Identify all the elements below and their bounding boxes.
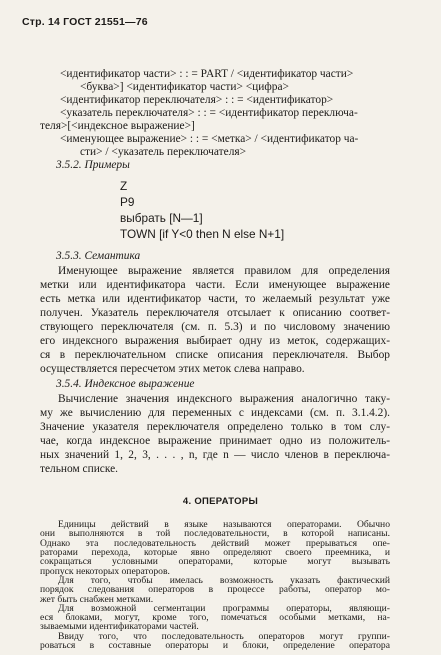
text-line: пропуск некоторых операторов. bbox=[40, 565, 170, 577]
text-line: Вычисление значения индексного выражения аналогично таку- bbox=[58, 393, 390, 405]
text-line: Для возможной сегментации программы операторы, являющи- bbox=[58, 602, 390, 614]
text-line: ных значений 1, 2, 3, . . . , n, где n — число членов в переключа- bbox=[40, 449, 390, 461]
syntax-line: <идентификатор переключателя> : : = <идентификатор> bbox=[60, 94, 334, 106]
syntax-line: сти> / <указатель переключателя> bbox=[80, 146, 247, 158]
text-line: есть метка или идентификатор части, то желаемый результат уже bbox=[40, 293, 390, 305]
text-line: роваться в составные операторы и блоки, определение оператора bbox=[40, 640, 390, 651]
text-line: ствующего переключателя (см. п. 5.3) и по числовому значению bbox=[40, 321, 390, 333]
text-line: они выполняются в той последовательности, в которой написаны. bbox=[40, 528, 390, 540]
text-line: еся блоками, могут, кроме того, помечаться особыми метками, на- bbox=[40, 612, 390, 624]
text-line: получен. Указатель переключателя отсылает к описанию соответ- bbox=[40, 307, 390, 319]
text-line: Единицы действий в языке называются операторами. Обычно bbox=[58, 519, 390, 530]
syntax-line: теля>[<индексное выражение>] bbox=[40, 120, 195, 132]
example-line: выбрать [N—1] bbox=[120, 211, 203, 225]
text-line: ся в переключательном списке описания переключателя. Выбор bbox=[40, 349, 390, 361]
text-line: метки или идентификатора части. Если именующее выражение bbox=[40, 279, 390, 291]
text-line: Для того, чтобы имелась возможность указать фактический bbox=[58, 574, 390, 586]
text-line: му же вычислению для переменных с индексами (см. п. 3.1.4.2). bbox=[40, 407, 390, 419]
examples-heading: 3.5.2. Примеры bbox=[56, 159, 130, 171]
page-header: Стр. 14 ГОСТ 21551—76 bbox=[22, 16, 148, 28]
text-line: раторами перехода, которые явно определяют своего преемника, и bbox=[40, 546, 390, 558]
text-line: жет быть снабжен метками. bbox=[40, 593, 154, 605]
text-line: его индексного выражения выбирает одну из меток, содержащих- bbox=[40, 335, 390, 347]
semantics-heading: 3.5.3. Семантика bbox=[56, 250, 141, 262]
example-line: P9 bbox=[120, 195, 135, 209]
text-line: сокращаться условными операторами, которые могут вызывать bbox=[40, 556, 390, 568]
example-line: Z bbox=[120, 179, 128, 193]
syntax-line: <именующее выражение> : : = <метка> / <идентификатор ча- bbox=[60, 133, 359, 145]
text-line: чае, когда индексное выражение принимает одно из положитель- bbox=[40, 435, 390, 447]
section-heading: 4. ОПЕРАТОРЫ bbox=[182, 496, 259, 507]
text-line: зываемыми идентификаторами частей. bbox=[40, 621, 199, 633]
text-line: осуществляется пересчетом этих меток слева направо. bbox=[40, 363, 305, 375]
syntax-line: <указатель переключателя> : : = <идентификатор переключа- bbox=[60, 107, 358, 119]
text-line: порядок следования операторов в процессе работы, оператор мо- bbox=[40, 584, 390, 596]
example-line: TOWN [if Y<0 then N else N+1] bbox=[120, 227, 285, 241]
syntax-line: <идентификатор части> : : = PART / <идентификатор части> bbox=[60, 68, 354, 80]
syntax-line: <буква>] <идентификатор части> <цифра> bbox=[80, 81, 289, 93]
text-line: Однако эта последовательность действий может прерываться опе- bbox=[40, 537, 390, 549]
text-line: тельном списке. bbox=[40, 463, 118, 475]
index-heading: 3.5.4. Индексное выражение bbox=[56, 378, 195, 390]
text-line: Именующее выражение является правилом для определения bbox=[58, 265, 390, 277]
text-line: Значение указателя переключателя определено только в том слу- bbox=[40, 421, 390, 433]
text-line: Ввиду того, что последовательность операторов могут группи- bbox=[58, 630, 390, 642]
